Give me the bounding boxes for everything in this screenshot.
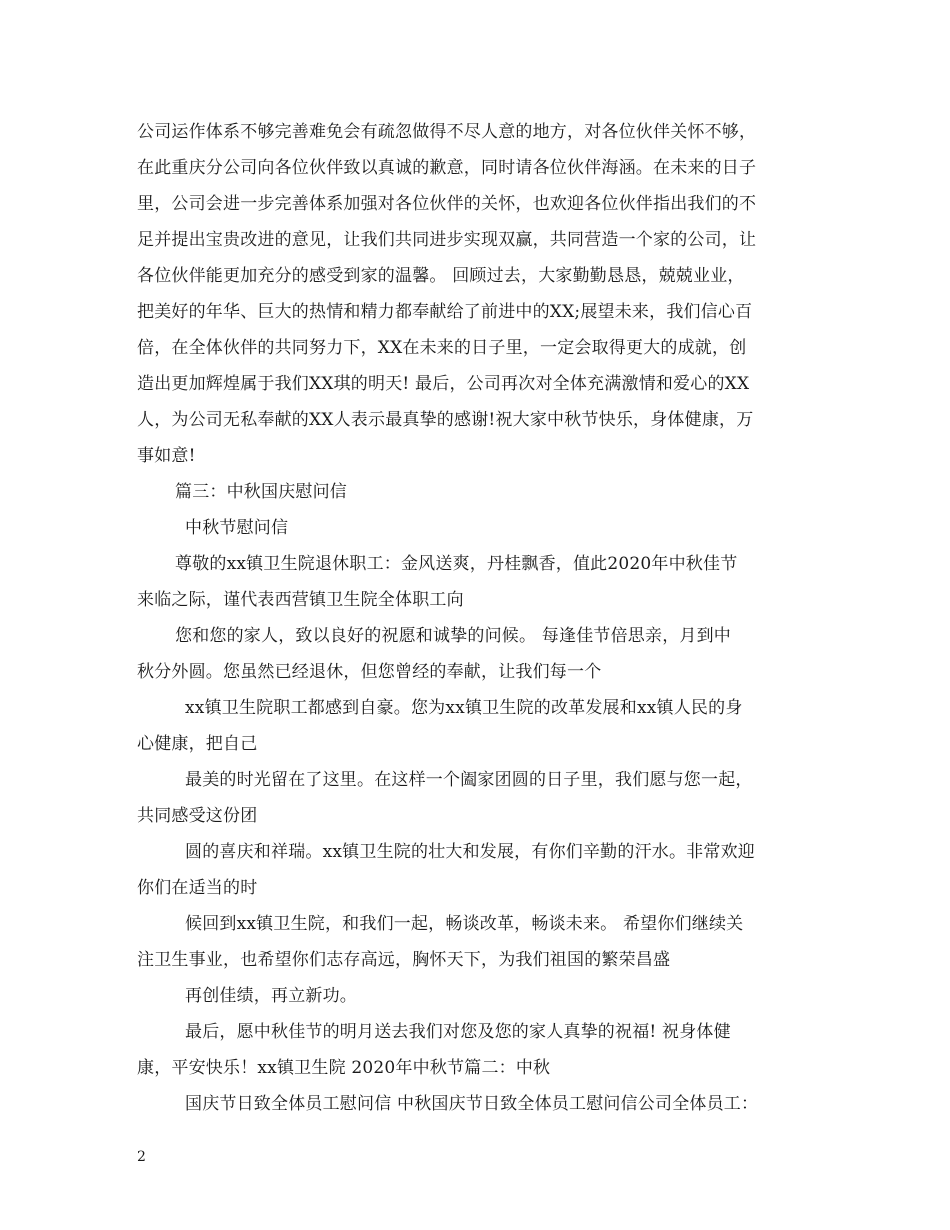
paragraph-line: 康，平安快乐！xx镇卫生院 2020年中秋节篇二：中秋 xyxy=(137,1058,551,1078)
paragraph-line: 来临之际，谨代表西营镇卫生院全体职工向 xyxy=(137,590,464,610)
paragraph-line: 事如意! xyxy=(137,446,196,466)
paragraph-line: 人，为公司无私奉献的XX人表示最真挚的感谢!祝大家中秋节快乐，身体健康，万 xyxy=(137,410,754,430)
paragraph-line: 再创佳绩，再立新功。 xyxy=(185,986,357,1006)
paragraph-line: 国庆节日致全体员工慰问信 中秋国庆节日致全体员工慰问信公司全体员工： xyxy=(185,1094,759,1114)
paragraph-line: 把美好的年华、巨大的热情和精力都奉献给了前进中的XX;展望未来，我们信心百 xyxy=(137,302,753,322)
paragraph-line: 你们在适当的时 xyxy=(137,878,258,898)
paragraph-line: 心健康，把自己 xyxy=(137,734,258,754)
letter-title: 中秋节慰问信 xyxy=(185,518,289,538)
paragraph-line: 在此重庆分公司向各位伙伴致以真诚的歉意，同时请各位伙伴海涵。在未来的日子 xyxy=(137,158,757,178)
section-heading: 篇三：中秋国庆慰问信 xyxy=(175,482,347,502)
paragraph-line: 圆的喜庆和祥瑞。xx镇卫生院的壮大和发展，有你们辛勤的汗水。非常欢迎 xyxy=(185,842,755,862)
paragraph-line: 公司运作体系不够完善难免会有疏忽做得不尽人意的地方，对各位伙伴关怀不够， xyxy=(137,122,757,142)
paragraph-line: 注卫生事业，也希望你们志存高远，胸怀天下，为我们祖国的繁荣昌盛 xyxy=(137,950,671,970)
paragraph-line: 共同感受这份团 xyxy=(137,806,258,826)
paragraph-line: 倍，在全体伙伴的共同努力下，XX在未来的日子里，一定会取得更大的成就，创 xyxy=(137,338,747,358)
paragraph-line: 最后，愿中秋佳节的明月送去我们对您及您的家人真挚的祝福! 祝身体健 xyxy=(185,1022,731,1042)
paragraph-line: xx镇卫生院职工都感到自豪。您为xx镇卫生院的改革发展和xx镇人民的身 xyxy=(185,698,743,718)
paragraph-line: 您和您的家人，致以良好的祝愿和诚挚的问候。 每逢佳节倍思亲，月到中 xyxy=(175,626,732,646)
paragraph-line: 候回到xx镇卫生院，和我们一起，畅谈改革，畅谈未来。 希望你们继续关 xyxy=(185,914,744,934)
paragraph-line: 足并提出宝贵改进的意见，让我们共同进步实现双赢，共同营造一个家的公司，让 xyxy=(137,230,757,250)
paragraph-line: 造出更加辉煌属于我们XX琪的明天! 最后，公司再次对全体充满激情和爱心的XX xyxy=(137,374,750,394)
paragraph-line: 秋分外圆。您虽然已经退休，但您曾经的奉献，让我们每一个 xyxy=(137,662,602,682)
page-number: 2 xyxy=(137,1149,146,1165)
paragraph-line: 里，公司会进一步完善体系加强对各位伙伴的关怀，也欢迎各位伙伴指出我们的不 xyxy=(137,194,757,214)
paragraph-line: 尊敬的xx镇卫生院退休职工：金风送爽，丹桂飘香，值此2020年中秋佳节 xyxy=(175,554,738,574)
paragraph-line: 各位伙伴能更加充分的感受到家的温馨。 回顾过去，大家勤勤恳恳，兢兢业业， xyxy=(137,266,745,286)
paragraph-line: 最美的时光留在了这里。在这样一个阖家团圆的日子里，我们愿与您一起， xyxy=(185,770,753,790)
